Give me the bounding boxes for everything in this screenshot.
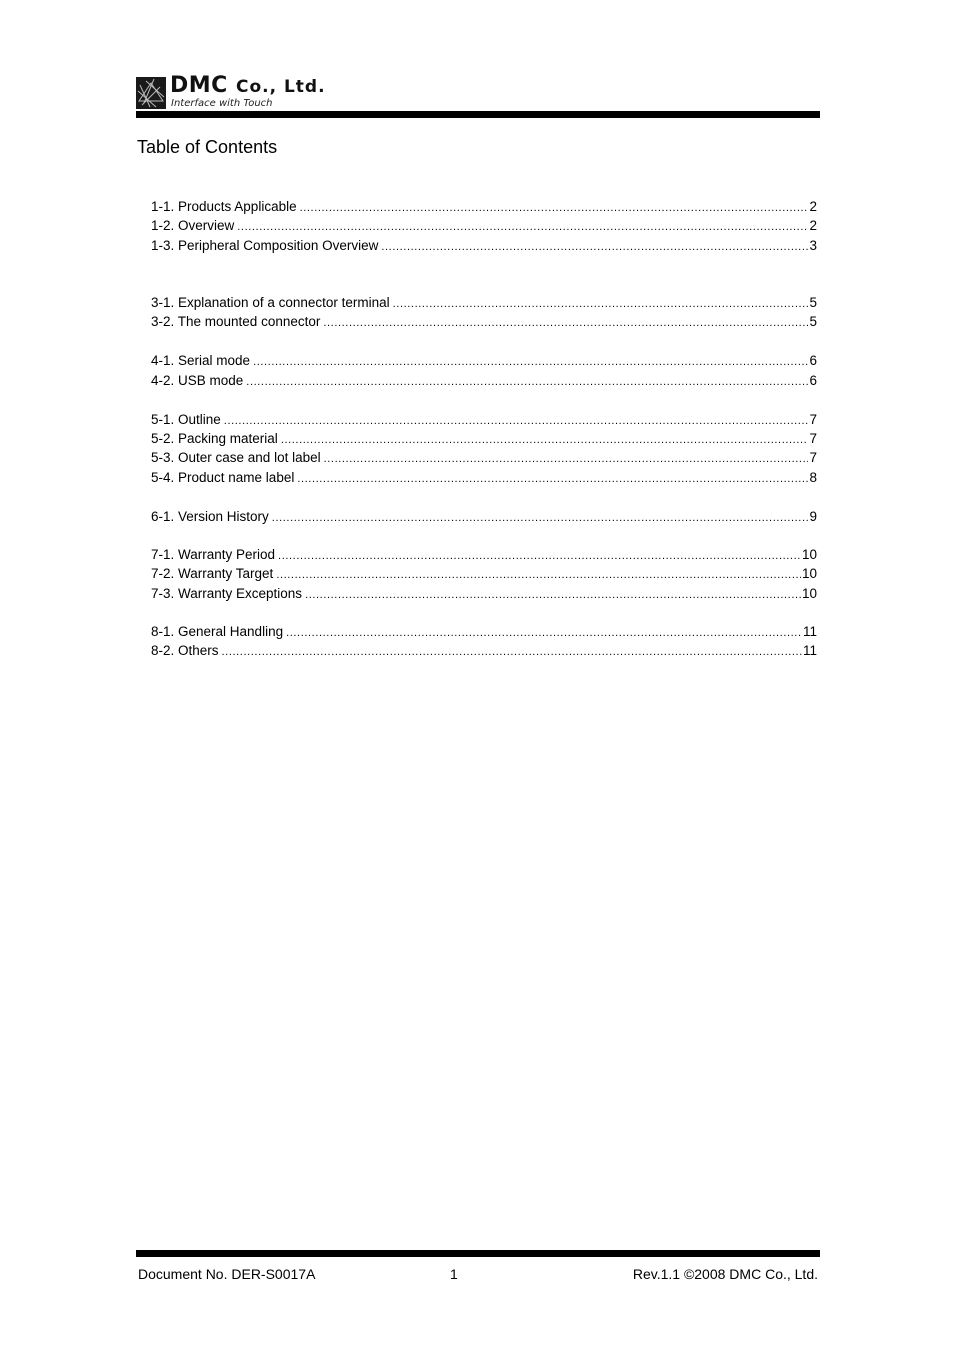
toc-dot-leader [297, 470, 808, 489]
toc-entry-page: 6 [809, 372, 817, 388]
toc-entry-label: 5-3. Outer case and lot label [151, 450, 321, 466]
toc-entry-page: 5 [809, 294, 817, 310]
toc-entry-label: 7-1. Warranty Period [151, 547, 276, 562]
toc-entry[interactable] [151, 584, 817, 603]
toc-entry-page: 2 [809, 199, 817, 214]
toc-entry-page: 7 [809, 450, 817, 466]
toc-entry-page: 2 [809, 218, 817, 234]
toc-entry[interactable] [151, 448, 817, 467]
company-name [170, 73, 326, 98]
toc-dot-leader [272, 509, 809, 528]
toc-entry-label: 7-3. Warranty Exceptions [151, 585, 303, 601]
toc-dot-leader [300, 199, 809, 218]
toc-entry-page: 10 [801, 566, 817, 582]
revision-copyright: Rev.1.1 ©2008 DMC Co., Ltd. [632, 1266, 818, 1282]
toc-entry-page: 10 [801, 547, 817, 562]
toc-entry-page: 7 [809, 431, 817, 446]
toc-entry-label: 1-2. Overview [151, 218, 235, 234]
toc-dot-leader [276, 566, 801, 585]
toc-entry[interactable] [151, 545, 817, 564]
toc-entry[interactable] [151, 371, 817, 390]
toc-entry-label: 3-1. Explanation of a connector terminal [151, 294, 390, 310]
toc-entry[interactable] [151, 351, 817, 370]
page-title: Table of Contents [137, 137, 278, 157]
toc-entry[interactable] [151, 216, 817, 235]
toc-entry-page: 11 [802, 623, 817, 639]
toc-section [151, 622, 817, 661]
company-logo [136, 73, 346, 111]
toc-entry-page: 6 [809, 353, 817, 369]
toc-entry[interactable] [151, 564, 817, 583]
toc-dot-leader [253, 353, 808, 372]
brand-name: DMC [170, 73, 228, 98]
page-number: 1 [450, 1266, 458, 1282]
document-number: Document No. DER-S0017A [138, 1266, 316, 1282]
toc-entry-page: 5 [809, 314, 817, 329]
toc-dot-leader [246, 373, 808, 392]
toc-entry-page: 9 [809, 508, 817, 524]
toc-dot-leader [286, 624, 802, 643]
toc-entry[interactable] [151, 236, 817, 255]
toc-section [151, 545, 817, 603]
toc-dot-leader [222, 643, 802, 662]
toc-section [151, 351, 817, 390]
header-rule [136, 111, 820, 118]
toc-entry[interactable] [151, 293, 817, 312]
toc-section [151, 293, 817, 332]
toc-entry-label: 8-1. General Handling [151, 623, 284, 639]
toc-entry-page: 11 [802, 643, 817, 658]
brand-suffix: Co., Ltd. [235, 77, 326, 97]
toc-entry[interactable] [151, 507, 817, 526]
toc-section [151, 197, 817, 255]
toc-dot-leader [281, 431, 809, 450]
toc-entry-label: 7-2. Warranty Target [151, 566, 274, 582]
toc-section [151, 507, 817, 526]
dmc-logo-icon [136, 77, 166, 109]
toc-entry-label: 5-4. Product name label [151, 469, 295, 485]
toc-entry[interactable] [151, 641, 817, 660]
toc-entry[interactable] [151, 429, 817, 448]
toc-entry[interactable] [151, 468, 817, 487]
company-tagline: Interface with Touch [171, 98, 273, 109]
toc-dot-leader [278, 547, 801, 566]
toc-dot-leader [305, 586, 801, 605]
table-of-contents [151, 197, 817, 660]
toc-entry[interactable] [151, 622, 817, 641]
toc-entry-label: 8-2. Others [151, 643, 219, 658]
toc-dot-leader [224, 412, 809, 431]
toc-dot-leader [381, 238, 808, 257]
toc-dot-leader [393, 295, 809, 314]
footer-rule [136, 1250, 820, 1257]
toc-entry-label: 4-1. Serial mode [151, 353, 251, 369]
toc-entry-page: 3 [809, 237, 817, 253]
toc-entry-label: 5-1. Outline [151, 411, 221, 427]
toc-entry-label: 1-1. Products Applicable [151, 199, 297, 214]
toc-entry-label: 1-3. Peripheral Composition Overview [151, 237, 379, 253]
toc-entry-label: 4-2. USB mode [151, 372, 244, 388]
toc-dot-leader [324, 450, 809, 469]
toc-entry-label: 3-2. The mounted connector [151, 314, 321, 329]
toc-dot-leader [323, 314, 808, 333]
toc-entry-page: 7 [809, 411, 817, 427]
toc-entry-label: 5-2. Packing material [151, 431, 278, 446]
toc-entry-label: 6-1. Version History [151, 508, 269, 524]
toc-entry-page: 8 [809, 469, 817, 485]
toc-entry[interactable] [151, 312, 817, 331]
toc-entry[interactable] [151, 197, 817, 216]
toc-entry-page: 10 [801, 585, 817, 601]
toc-entry[interactable] [151, 410, 817, 429]
toc-section [151, 410, 817, 487]
